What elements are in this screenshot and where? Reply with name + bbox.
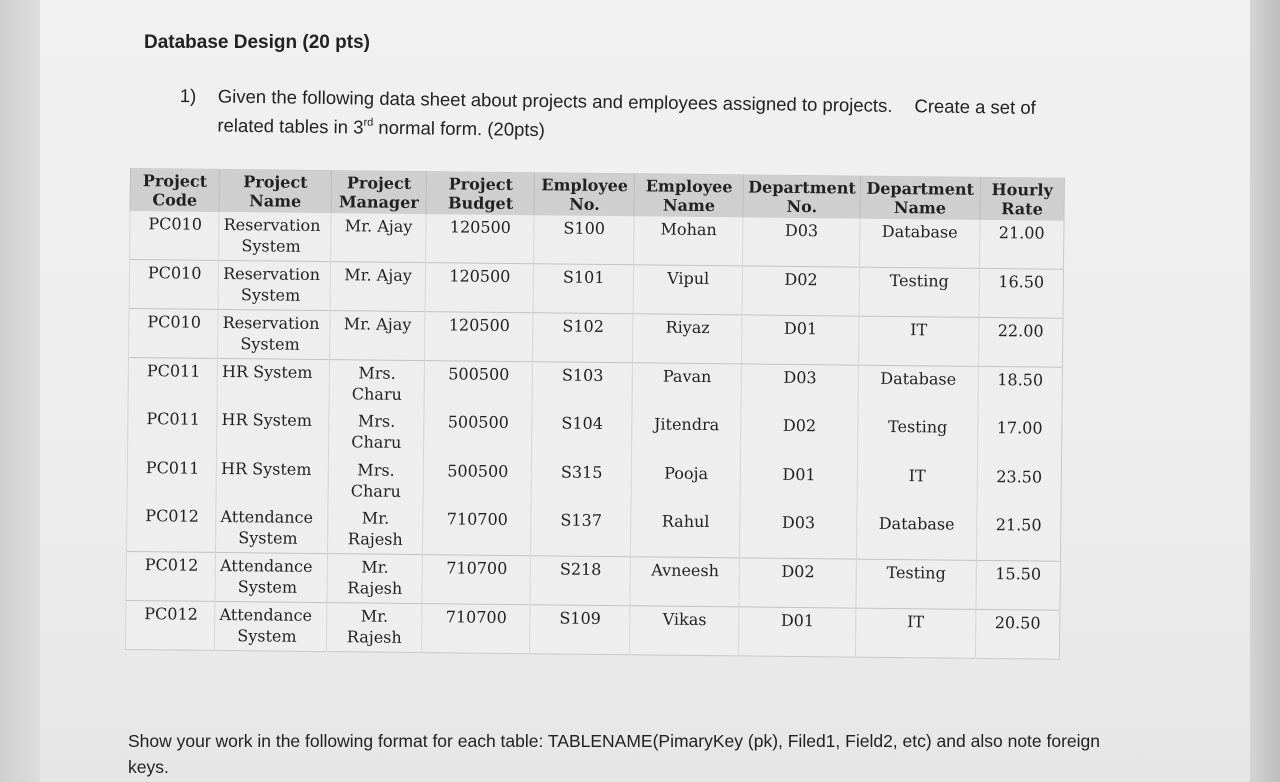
column-header-line: Project (243, 172, 308, 192)
cell-dept-no: D03 (740, 509, 857, 559)
cell-emp-no: S104 (532, 411, 632, 460)
cell-dept-name: Testing (859, 267, 979, 317)
cell-manager: Mrs. Charu (328, 457, 424, 506)
cell-emp-name: Riyaz (633, 314, 743, 364)
cell-emp-no: S315 (531, 459, 631, 508)
column-header-line: Hourly (991, 180, 1053, 200)
cell-dept-name: IT (857, 462, 977, 511)
column-header-line: Employee (645, 176, 733, 197)
column-header (427, 172, 535, 216)
cell-budget: 710700 (423, 506, 531, 556)
cell-name (219, 212, 331, 262)
table-row (125, 600, 1059, 659)
cell-emp-name: Jitendra (632, 412, 742, 461)
question-text-line-2-pre: related tables in 3 (217, 114, 364, 138)
project-name-line-2: System (237, 625, 297, 646)
cell-emp-name: Pavan (632, 363, 742, 413)
cell-name (217, 407, 329, 456)
question-text-line-2 (217, 115, 545, 142)
cell-emp-name: Avneesh (630, 556, 740, 606)
project-name-line-2: System (238, 527, 298, 548)
cell-rate: 22.00 (978, 318, 1063, 368)
cell-dept-no: D03 (743, 217, 860, 267)
project-name-line-1: HR System (221, 410, 313, 431)
column-header-line: Project (448, 174, 514, 195)
cell-manager: Mrs. Charu (329, 360, 425, 410)
column-header (860, 176, 980, 220)
cell-dept-no: D01 (739, 607, 856, 657)
project-name-line-2: System (240, 285, 301, 305)
cell-manager: Mrs. Charu (328, 409, 424, 458)
page-heading: Database Design (20 pts) (144, 32, 370, 53)
column-header-line: No. (786, 196, 818, 217)
project-name-line-1: Reservation (223, 214, 321, 235)
column-header-line: Rate (1001, 199, 1043, 219)
cell-emp-no: S103 (532, 362, 632, 412)
cell-dept-name: IT (858, 316, 978, 366)
cell-budget: 500500 (424, 410, 532, 459)
question-text-part-a: Given the following data sheet about projects and employees assigned to projects. (217, 85, 893, 116)
instructions-footer: Show your work in the following format for each table: TABLENAME(PimaryKey (pk), Filed1, Field2, etc) and also note foreign keys. (128, 731, 1101, 777)
cell-emp-name: Vikas (630, 606, 740, 656)
project-name-line-2: System (240, 334, 300, 355)
column-header-line: No. (569, 194, 600, 214)
question-text-line-1 (218, 86, 1036, 119)
column-header-line: Name (249, 191, 302, 211)
cell-manager: Mr. Rajesh (327, 553, 423, 603)
project-name-line-1: Reservation (223, 264, 321, 285)
column-header-line: Department (748, 177, 856, 198)
cell-rate: 17.00 (977, 415, 1062, 464)
cell-name (218, 261, 330, 311)
column-header (534, 173, 634, 217)
cell-code: PC010 (129, 309, 219, 359)
question-text-line-2-post: normal form. (20pts) (373, 116, 546, 141)
column-header (331, 171, 427, 214)
project-name-line-1: Attendance (219, 555, 313, 576)
projects-employees-table (125, 168, 1065, 660)
cell-emp-no: S109 (530, 605, 630, 655)
data-sheet-table-wrapper (125, 168, 1065, 660)
cell-emp-no: S102 (533, 313, 633, 363)
project-name-line-2: System (241, 236, 301, 256)
project-name-line-1: Attendance (219, 604, 313, 625)
table-body (125, 211, 1064, 659)
column-header (219, 169, 331, 213)
cell-code: PC011 (127, 455, 217, 504)
cell-name (216, 455, 328, 504)
column-header (980, 177, 1065, 220)
cell-dept-no: D01 (740, 461, 857, 510)
cell-code: PC012 (126, 551, 216, 601)
cell-dept-name: Database (859, 219, 979, 269)
cell-name (217, 359, 329, 409)
cell-dept-name: IT (855, 608, 975, 658)
column-header-line: Name (662, 195, 716, 216)
worksheet-page (40, 0, 1250, 782)
cell-dept-no: D01 (742, 315, 859, 365)
column-header-line: Project (142, 171, 208, 191)
cell-rate: 21.50 (976, 511, 1061, 560)
cell-name (215, 601, 327, 651)
cell-code: PC010 (129, 260, 219, 310)
question-1 (179, 85, 1120, 141)
column-header (634, 174, 744, 218)
cell-dept-name: Database (858, 365, 978, 415)
cell-emp-name: Pooja (631, 460, 741, 509)
cell-emp-name: Mohan (634, 216, 744, 266)
project-name-line-1: Reservation (222, 313, 320, 334)
cell-dept-no: D02 (741, 413, 858, 462)
cell-budget: 710700 (422, 603, 530, 653)
cell-dept-name: Testing (857, 414, 977, 463)
cell-budget: 500500 (423, 458, 531, 507)
project-name-line-1: Attendance (220, 506, 314, 527)
cell-code: PC010 (130, 211, 220, 261)
cell-code: PC012 (125, 600, 215, 650)
column-header (743, 175, 860, 219)
cell-name (215, 552, 327, 602)
cell-name (218, 310, 330, 360)
cell-budget: 500500 (424, 361, 532, 411)
cell-budget: 120500 (425, 263, 533, 313)
project-name-line-1: HR System (220, 458, 312, 479)
ordinal-superscript: rd (363, 116, 374, 129)
cell-emp-no: S100 (534, 215, 634, 265)
cell-emp-name: Vipul (633, 265, 743, 315)
cell-budget: 120500 (426, 214, 534, 264)
cell-dept-name: Testing (856, 559, 976, 609)
column-header-line: Employee (541, 175, 629, 196)
cell-manager: Mr. Ajay (329, 311, 425, 361)
column-header (130, 169, 220, 212)
cell-budget: 710700 (422, 554, 530, 604)
column-header-line: Budget (447, 193, 514, 214)
cell-manager: Mr. Ajay (330, 262, 426, 312)
column-header-line: Name (893, 198, 947, 218)
cell-manager: Mr. Rajesh (326, 602, 422, 652)
cell-rate: 16.50 (979, 268, 1064, 318)
cell-emp-name: Rahul (631, 508, 741, 558)
question-number: 1) (179, 85, 197, 107)
column-header-line: Manager (338, 192, 419, 213)
cell-code: PC011 (127, 406, 217, 455)
cell-dept-name: Database (856, 510, 976, 560)
column-header-line: Department (866, 178, 975, 199)
cell-name (216, 504, 328, 554)
cell-manager: Mr. Rajesh (327, 505, 423, 555)
cell-rate: 18.50 (978, 367, 1063, 416)
cell-dept-no: D02 (742, 266, 859, 316)
cell-code: PC012 (126, 503, 216, 553)
question-text-part-b: Create a set of (914, 95, 1036, 118)
cell-rate: 15.50 (976, 560, 1061, 610)
project-name-line-1: HR System (222, 362, 313, 383)
cell-code: PC011 (128, 358, 218, 408)
cell-emp-no: S137 (531, 507, 631, 557)
column-header-line: Code (152, 190, 198, 210)
column-header-line: Project (346, 173, 412, 193)
cell-rate: 21.00 (979, 220, 1064, 269)
cell-rate: 20.50 (975, 609, 1060, 659)
cell-dept-no: D03 (741, 364, 858, 414)
cell-manager: Mr. Ajay (330, 213, 426, 263)
cell-emp-no: S101 (533, 264, 633, 314)
cell-emp-no: S218 (530, 555, 630, 605)
project-name-line-2: System (237, 576, 298, 597)
cell-budget: 120500 (425, 312, 533, 362)
cell-dept-no: D02 (739, 558, 856, 608)
cell-rate: 23.50 (977, 463, 1062, 512)
